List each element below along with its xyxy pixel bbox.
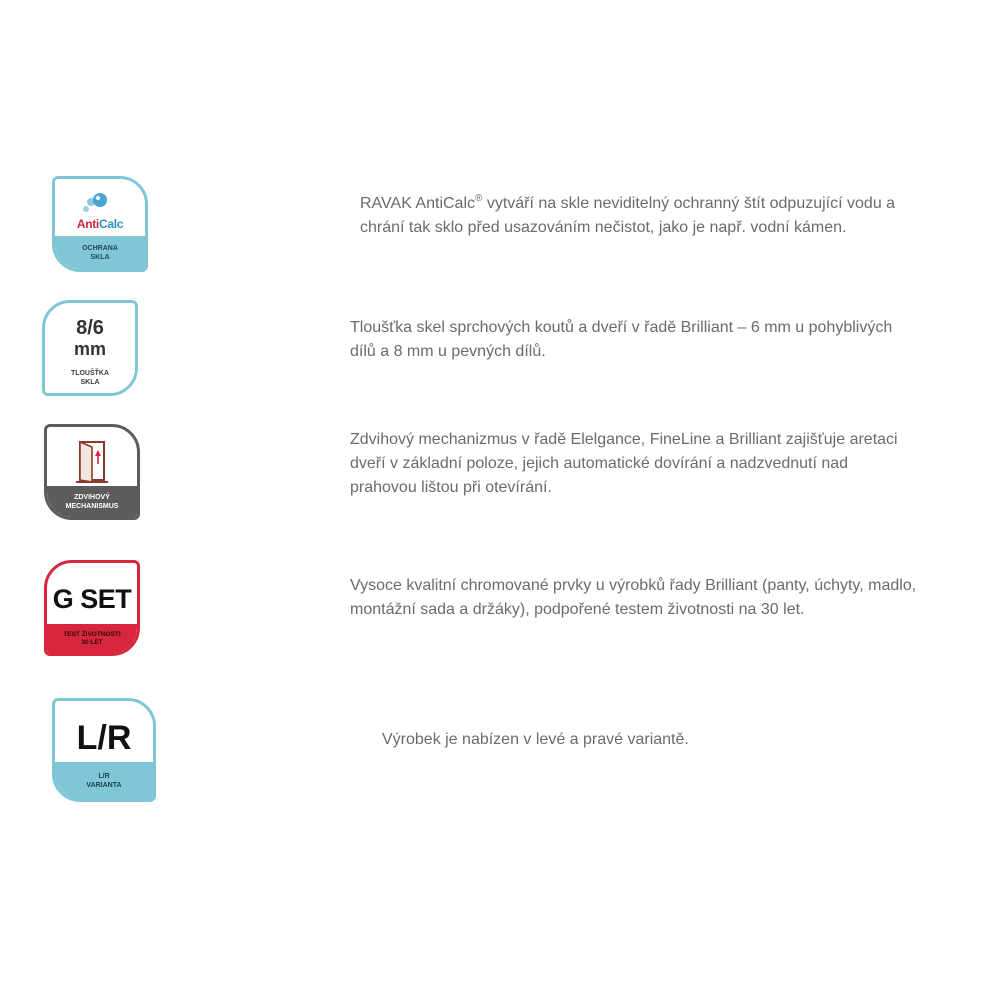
lift-mechanism-badge-footer: [47, 486, 137, 517]
lift-mechanism-badge: [44, 424, 140, 520]
lift-mechanism-text-line1: Zdvihový mechanizmus v řadě Elelgance, FineLine a Brilliant zajišťuje aretaci: [350, 431, 898, 448]
glass-thickness-unit: mm: [73, 339, 106, 359]
lr-variant-text-line1: Výrobek je nabízen v levé a pravé variantě.: [382, 731, 689, 748]
glass-thickness-badge: [42, 300, 138, 396]
badge-footer-line: TLOUŠŤKA: [70, 369, 110, 377]
lift-mechanism-badge-body: [47, 427, 137, 489]
badge-footer-line: SKLA: [80, 378, 100, 386]
badge-footer-line: L/R: [98, 772, 110, 780]
lift-mechanism-description: [350, 428, 990, 500]
anticalc-text-brand: RAVAK AntiCalc: [360, 195, 476, 212]
badge-footer-line: 30 LET: [81, 638, 103, 646]
gset-description: [350, 574, 990, 622]
gset-badge-body: [47, 563, 137, 627]
badge-footer-line: OCHRANA: [82, 244, 118, 252]
anticalc-bubbles-icon: [81, 191, 111, 215]
anticalc-brand-calc: Calc: [98, 217, 124, 231]
gset-label: G SET: [52, 583, 132, 614]
lr-variant-description: [382, 728, 982, 752]
badge-footer-line: VARIANTA: [86, 781, 122, 789]
lr-variant-badge-body: [55, 701, 153, 765]
gset-badge-footer: [47, 624, 137, 653]
badge-footer-line: TEST ŽIVOTNOSTI: [63, 630, 121, 638]
registered-mark: ®: [475, 193, 483, 204]
glass-thickness-badge-footer: [45, 362, 135, 393]
lifting-door-icon: [72, 438, 112, 484]
glass-thickness-text-line1: Tloušťka skel sprchových koutů a dveří v řadě Brilliant – 6 mm u pohyblivých: [350, 319, 893, 336]
glass-thickness-badge-body: [45, 303, 135, 365]
lift-mechanism-text-line3: prahovou lištou při otevírání.: [350, 479, 552, 496]
gset-badge: [44, 560, 140, 656]
badge-footer-line: SKLA: [90, 253, 110, 261]
lr-variant-badge-footer: [55, 762, 153, 799]
badge-footer-line: ZDVIHOVÝ: [74, 493, 110, 501]
anticalc-text-line1: vytváří na skle neviditelný ochranný štít odpuzující vodu a: [482, 195, 896, 212]
anticalc-brand: [77, 217, 123, 231]
glass-thickness-description: [350, 316, 990, 364]
glass-thickness-value: 8/6: [76, 317, 104, 339]
lr-variant-badge: [52, 698, 156, 802]
glass-thickness-text-line2: dílů a 8 mm u pevných dílů.: [350, 343, 546, 360]
anticalc-badge: [52, 176, 148, 272]
lift-mechanism-text-line2: dveří v základní poloze, jejich automatické dovírání a nadzvednutí nad: [350, 455, 849, 472]
anticalc-text-line2: chrání tak sklo před usazováním nečistot, jako je např. vodní kámen.: [360, 219, 847, 236]
anticalc-brand-anti: Anti: [76, 217, 99, 231]
anticalc-badge-footer: [55, 236, 145, 269]
gset-text-line2: montážní sada a držáky), podpořené testem životnosti na 30 let.: [350, 601, 805, 618]
lr-label: L/R: [76, 718, 132, 757]
gset-text-line1: Vysoce kvalitní chromované prvky u výrobků řady Brilliant (panty, úchyty, madlo,: [350, 577, 917, 594]
anticalc-badge-body: [55, 179, 145, 239]
badge-footer-line: MECHANISMUS: [65, 502, 119, 510]
anticalc-description: [360, 192, 980, 240]
